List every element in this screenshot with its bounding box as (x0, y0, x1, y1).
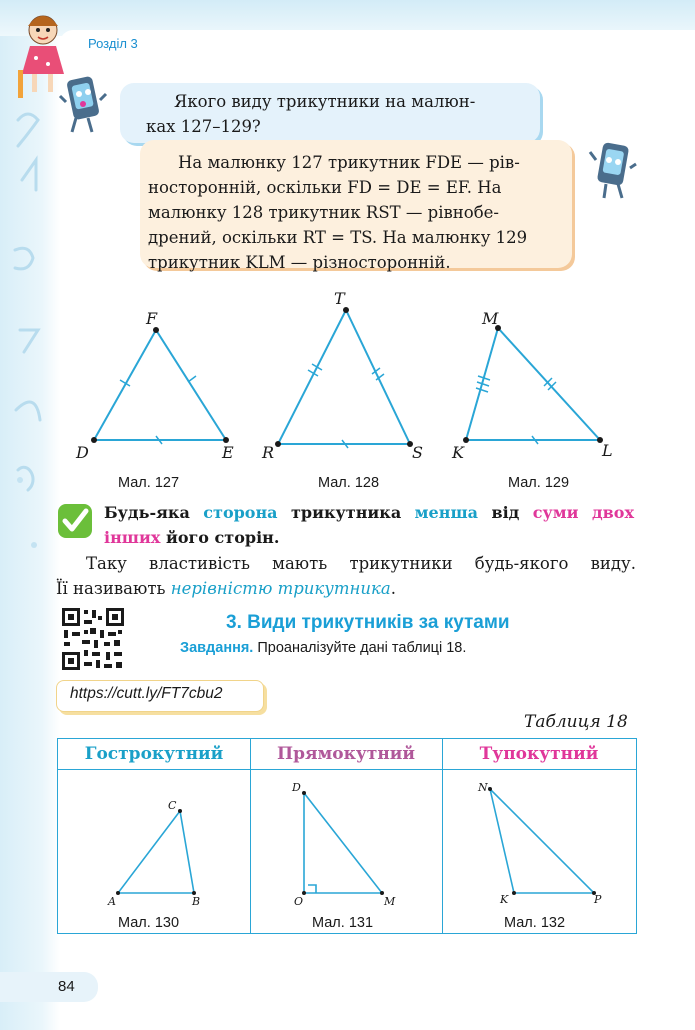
triangle-fde (94, 330, 226, 440)
label-d2: D (292, 781, 301, 794)
label-p: P (594, 893, 602, 906)
label-m: M (482, 309, 499, 328)
question-text (146, 89, 526, 139)
caption-131: Мал. 131 (312, 915, 374, 931)
rule-part-4: його сторін. (160, 528, 280, 547)
triangle-inequality-rule (104, 500, 634, 550)
label-t: T (334, 290, 345, 308)
page-number-tab (0, 972, 98, 1002)
section-header-bar (60, 30, 695, 56)
label-s: S (412, 443, 423, 462)
label-n: N (478, 781, 488, 794)
label-b: B (192, 895, 201, 908)
answer-line-1: На малюнку 127 трикутник FDE — рів- (178, 153, 520, 172)
figures-127-129 (60, 290, 660, 470)
question-line-1: Якого виду трикутники на малюн- (174, 92, 476, 111)
caption-130: Мал. 130 (118, 915, 180, 931)
table-caption: Таблиця 18 (524, 712, 628, 732)
question-line-2: ках 127–129? (146, 117, 261, 136)
label-e: E (222, 443, 234, 462)
triangle-rst (278, 310, 410, 444)
section-3-title: 3. Види трикутників за кутами (226, 612, 510, 633)
label-c: C (168, 799, 177, 812)
triangle-dom (304, 793, 382, 893)
header-obtuse: Тупокутний (479, 744, 599, 764)
label-r: R (262, 443, 275, 462)
caption-128: Мал. 128 (318, 475, 380, 491)
task-line (180, 640, 466, 656)
label-k: K (452, 443, 464, 462)
caption-129: Мал. 129 (508, 475, 570, 491)
robot-mascot-right-icon (588, 138, 638, 200)
checkmark-icon (56, 500, 96, 540)
link-url[interactable]: https://cutt.ly/FT7cbu2 (70, 685, 223, 702)
label-m2: M (384, 895, 396, 908)
table-18 (57, 738, 637, 934)
rule-keyword-less: менша (414, 503, 479, 522)
property-paragraph (56, 551, 636, 601)
rule-keyword-sum: суми двох (532, 503, 634, 522)
triangle-abc (118, 811, 194, 893)
property-line-1: Таку властивість мають трикутники будь-якого виду. (86, 554, 636, 573)
answer-line-3: малюнку 128 трикутник RST — рівнобе- (148, 203, 499, 222)
answer-line-2: носторонній, оскільки FD = DE = EF. На (148, 178, 502, 197)
triangle-klm (466, 328, 600, 440)
answer-line-5: трикутник KLM — різносторонній. (148, 253, 451, 272)
right-angle-mark (308, 885, 316, 893)
property-line-2-start: Її називають (56, 579, 171, 598)
task-label: Завдання. (180, 640, 254, 656)
section-label: Розділ 3 (88, 36, 138, 51)
rule-keyword-others: інших (104, 528, 161, 547)
rule-part-2: трикутника (277, 503, 415, 522)
table-figures (58, 771, 636, 931)
label-f: F (146, 309, 158, 328)
label-d: D (76, 443, 89, 462)
label-o: O (294, 895, 304, 908)
inequality-term: нерівністю трикутника (170, 579, 391, 598)
header-right: Прямокутний (277, 744, 415, 764)
label-a: A (108, 895, 116, 908)
table-header-line (58, 769, 636, 770)
answer-text (148, 150, 564, 275)
rule-keyword-side: сторона (203, 503, 278, 522)
label-l: L (602, 441, 613, 460)
caption-127: Мал. 127 (118, 475, 180, 491)
robot-mascot-left-icon (58, 72, 108, 136)
qr-code-icon[interactable] (60, 606, 126, 672)
rule-part-1: Будь-яка (104, 503, 204, 522)
task-text: Проаналізуйте дані таблиці 18. (253, 640, 467, 656)
page-number: 84 (58, 978, 75, 995)
label-k2: K (500, 893, 509, 906)
triangle-nkp (490, 789, 594, 893)
rule-part-3: від (478, 503, 533, 522)
property-line-2-end: . (390, 579, 396, 598)
answer-line-4: дрений, оскільки RT = TS. На малюнку 129 (148, 228, 528, 247)
caption-132: Мал. 132 (504, 915, 566, 931)
header-acute: Гострокутний (84, 744, 224, 764)
